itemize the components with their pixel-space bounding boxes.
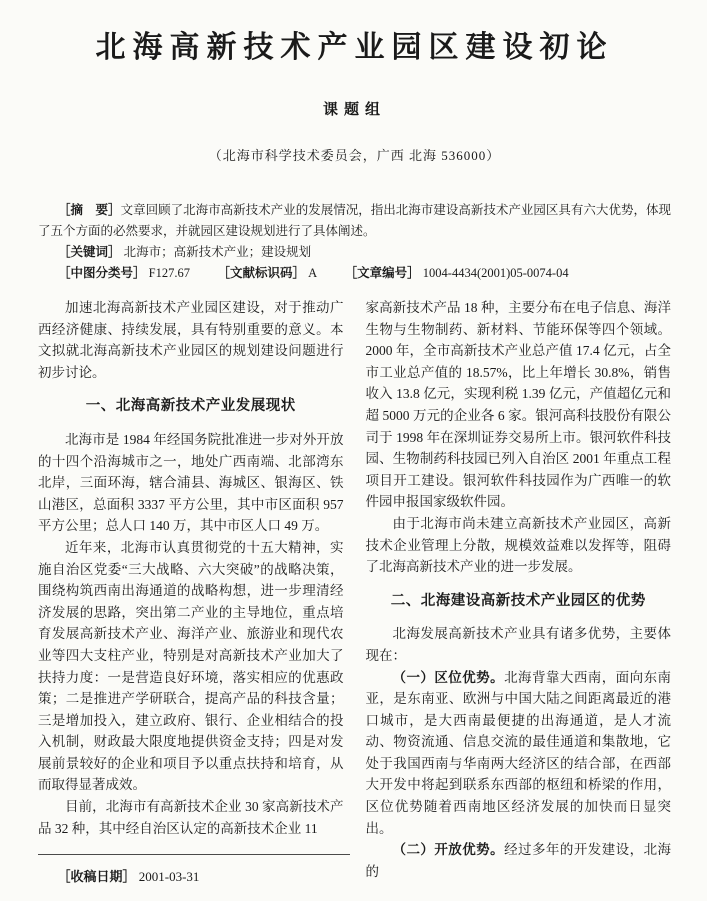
body-paragraph: 北海市是 1984 年经国务院批准进一步对外开放的十四个沿海城市之一，地处广西南端、北部湾东北岸，三面环海，辖合浦县、海城区、银海区、铁山港区，总面积 3337 平方公里，其中市区面积 957 平方公里；总人口 140 万，其中市区人口 49 万。	[38, 431, 344, 534]
clc-value: F127.67	[148, 266, 190, 280]
keywords-text: 北海市；高新技术产业；建设规划	[123, 245, 312, 259]
section-2-heading: 二、北海建设高新技术产业园区的优势	[390, 592, 646, 609]
left-column	[38, 297, 344, 848]
article-id-value: 1004-4434(2001)05-0074-04	[422, 266, 569, 280]
advantage-item-2-label: （二）开放优势。	[392, 842, 505, 858]
advantage-item-1	[366, 667, 672, 840]
abstract-paragraph	[38, 200, 671, 242]
body-paragraph: 由于北海市尚未建立高新技术产业园区，高新技术企业管理上分散，规模效益难以发挥等，阻碍了北海高新技术产业的进一步发展。	[365, 515, 671, 575]
footnote-area	[38, 848, 671, 885]
advantage-item-1-label: （一）区位优势。	[392, 669, 505, 685]
advantage-item-1-text: 北海背靠大西南，面向东南亚，是东南亚、欧洲与中国大陆之间距离最近的港口城市，是大西南最便捷的出海通道，是人才流动、物资流通、信息交流的最佳通道和集散地，它处于我国西南与华南两大经济区的结合部，在西部大开发中将起到联系东西部的枢纽和桥梁的作用，区位优势随着西南地区经济发展的加快而日显突出。	[365, 669, 672, 836]
received-date-label: ［收稿日期］	[57, 869, 136, 884]
right-column	[365, 297, 672, 879]
clc-label: ［中图分类号］	[58, 266, 146, 280]
keywords-label: ［关键词］	[58, 245, 121, 259]
classification-line	[38, 263, 671, 284]
body-paragraph: 目前，北海市有高新技术企业 30 家高新技术产品 32 种，其中经自治区认定的高新技术企业 11	[38, 799, 344, 836]
body-paragraph-continuation: 家高新技术产品 18 种，主要分布在电子信息、海洋生物与生物制药、新材料、节能环保等四个领域。2000 年，全市高新技术产业总产值 17.4 亿元，占全市工业总产值的 18.57%，比上年增长 30.8%，销售收入 13.8 亿元，实现利税 1.39 亿元，产值超亿元和超 5000 万元的企业各 6 家。银河高科技股份有限公司于 1998 年在深圳证券交易所上市。银河软件科技园、生物制药科技园已列入自治区 2001 年重点工程项目开工建设。银河软件科技园作为广西唯一的软件园申报国家级软件园。	[365, 300, 671, 510]
paper-author: 课题组	[322, 102, 386, 118]
article-id-label: ［文章编号］	[344, 266, 420, 280]
received-date-line	[38, 866, 671, 885]
body-paragraph: 北海发展高新技术产业具有诸多优势，主要体现在：	[365, 626, 671, 663]
advantage-item-2-text: 经过多年的开发建设，北海的	[365, 842, 672, 879]
section-1-heading: 一、北海高新技术产业发展现状	[85, 398, 296, 415]
paper-affiliation: （北海市科学技术委员会，广西 北海 536000）	[208, 148, 501, 163]
footnote-divider	[38, 854, 350, 855]
doc-code-label: ［文献标识码］	[217, 266, 305, 280]
body-paragraph: 近年来，北海市认真贯彻党的十五大精神，实施自治区党委“三大战略、六大突破”的战略决策，围绕构筑西南出海通道的战略构想，进一步理清经济发展的思路，突出第二产业的主导地位，重点培育发展高新技术产业、海洋产业、旅游业和现代农业等四大支柱产业，特别是对高新技术产业加大了扶持力度：一是营造良好环境，落实相应的优惠政策；二是推进产学研联合，提高产品的科技含量；三是增加投入，建立政府、银行、企业相结合的投入机制，财政最大限度地提供资金支持；四是对发展前景较好的企业和项目予以重点扶持和培育，从而取得显著成效。	[38, 539, 344, 793]
paper-title: 北海高新技术产业园区建设初论	[95, 31, 614, 64]
keywords-line	[38, 242, 671, 263]
abstract-text: 文章回顾了北海市高新技术产业的发展情况，指出北海市建设高新技术产业园区具有六大优势，体现了五个方面的必然要求，并就园区建设规划进行了具体阐述。	[38, 203, 671, 238]
received-date-value: 2001-03-31	[135, 869, 200, 884]
doc-code-value: A	[308, 266, 318, 280]
intro-paragraph: 加速北海高新技术产业园区建设，对于推动广西经济健康、持续发展，具有特别重要的意义。本文拟就北海高新技术产业园区的规划建设问题进行初步讨论。	[38, 300, 344, 380]
meta-block	[38, 200, 671, 284]
abstract-label: ［摘 要］	[58, 203, 121, 217]
